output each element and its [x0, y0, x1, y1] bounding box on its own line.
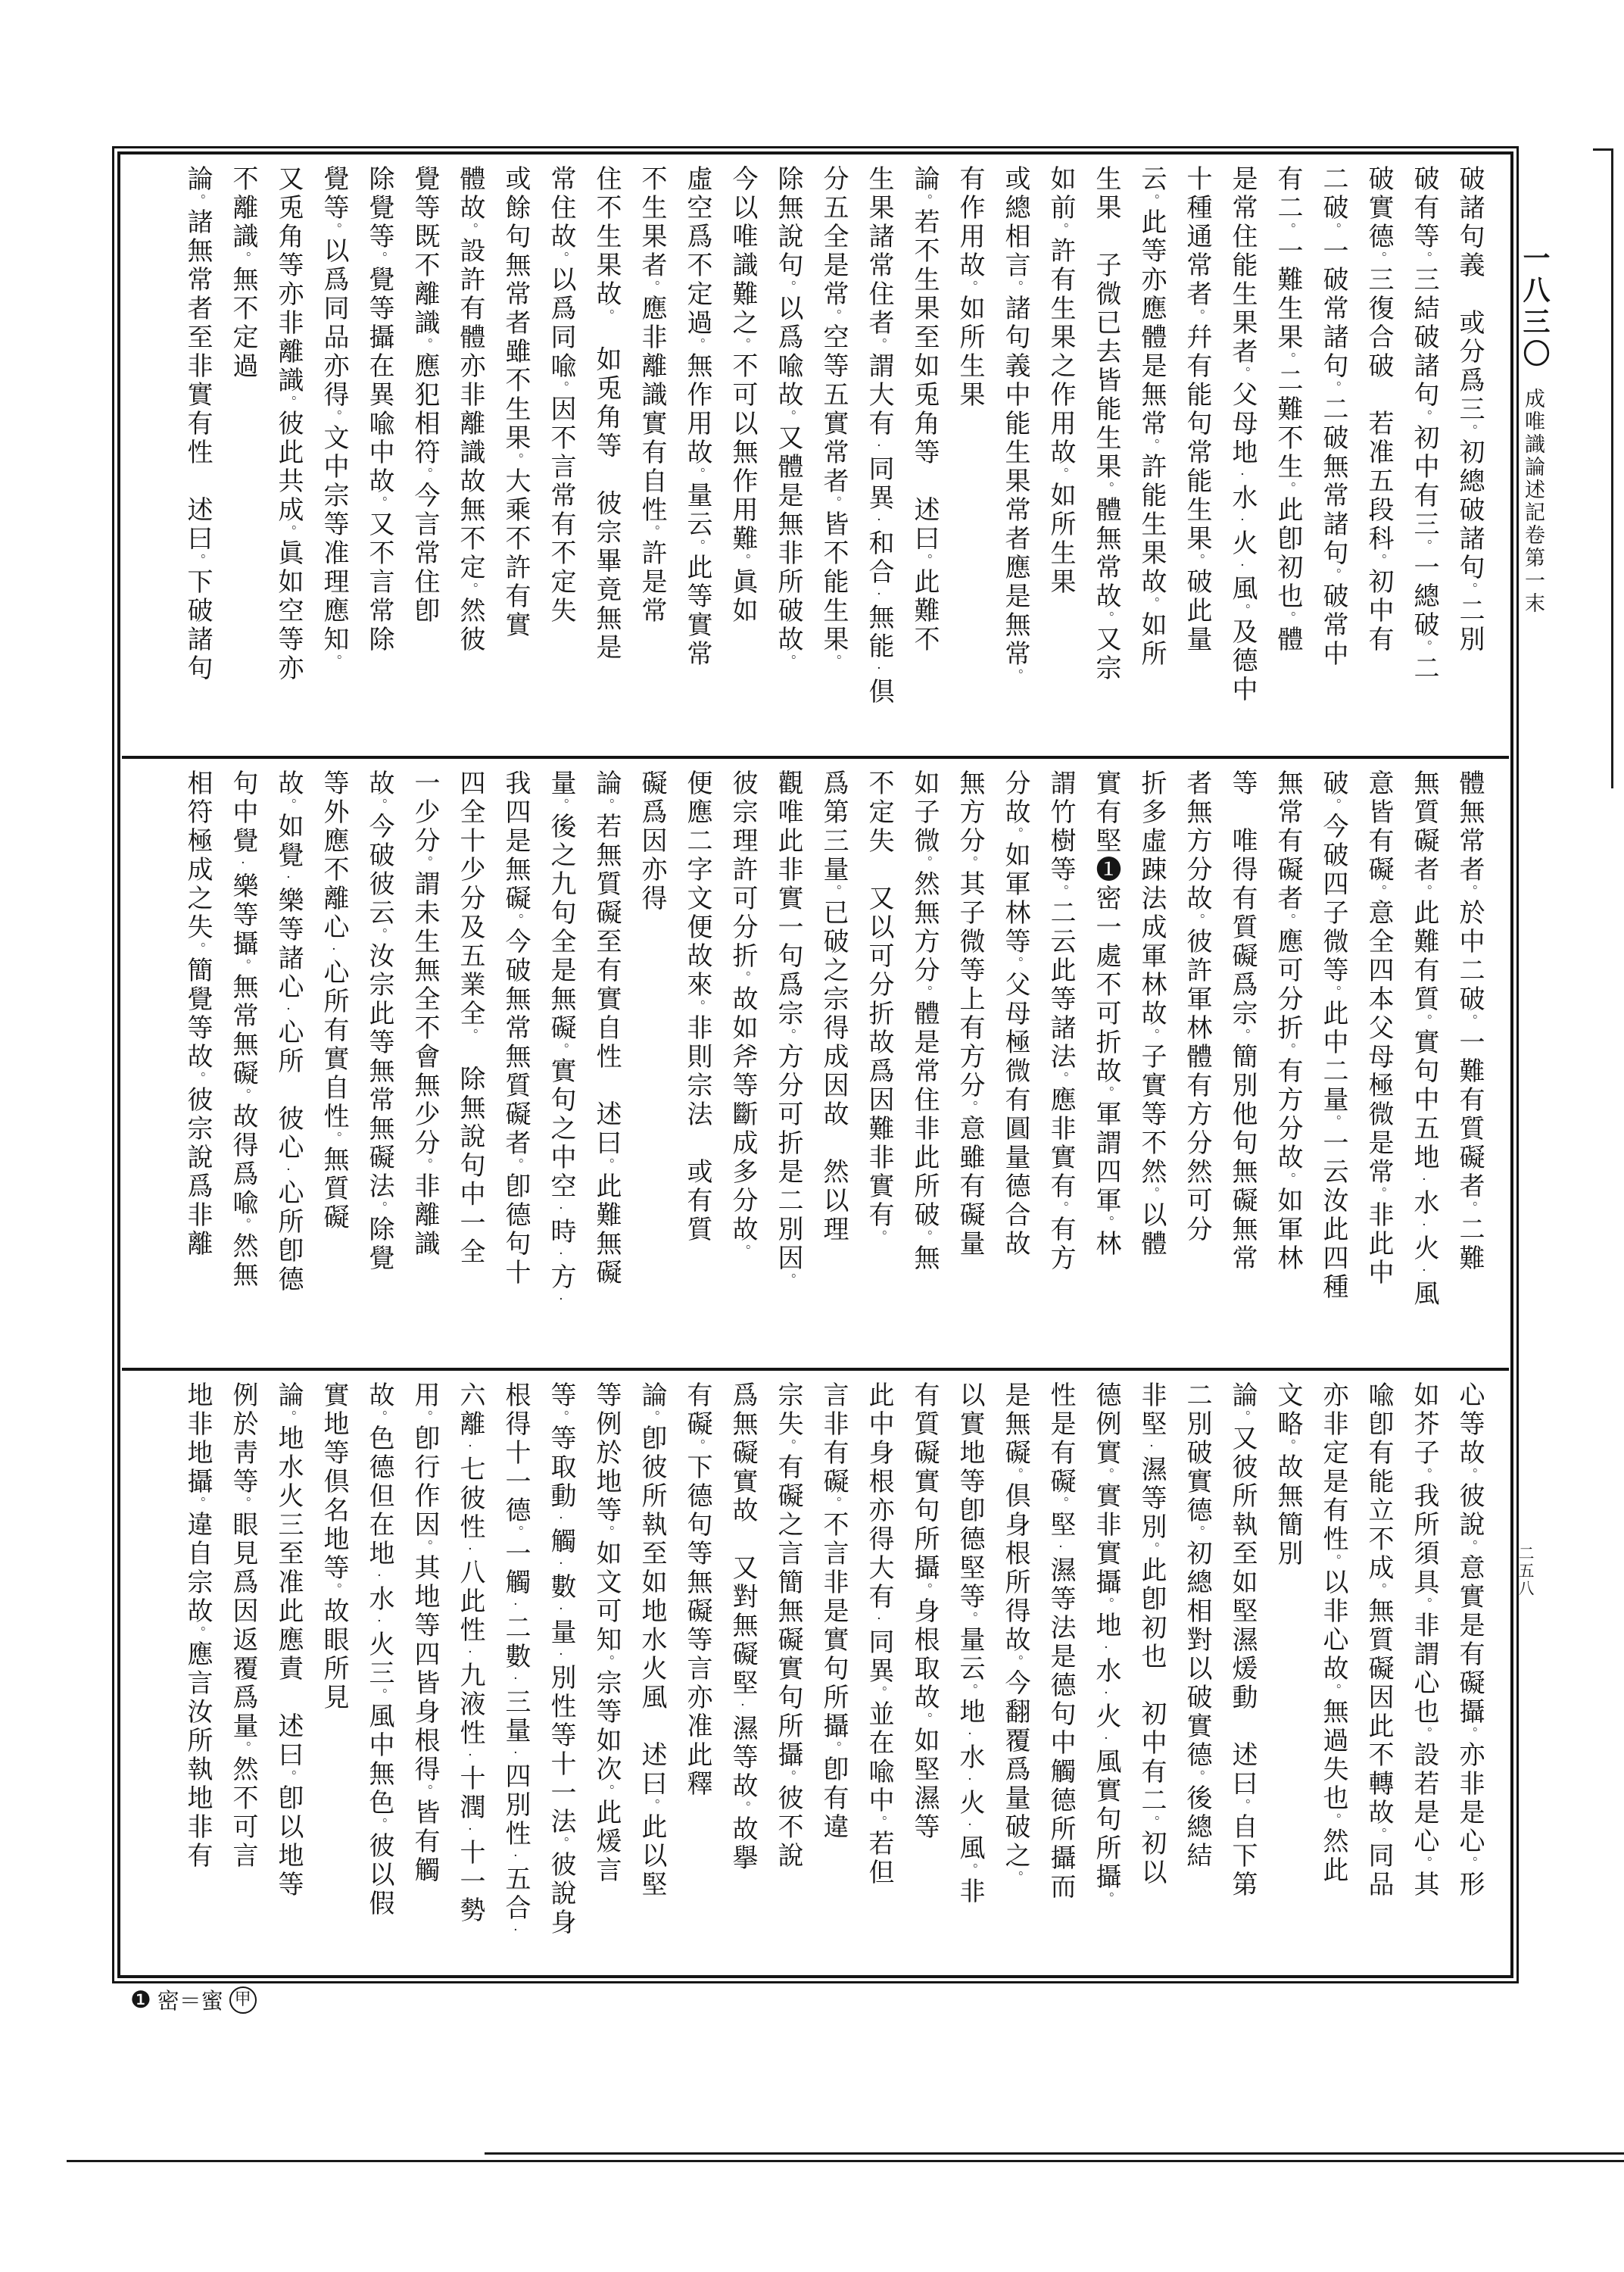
text-column: 破有等。三結破諸句。初中有三。一總破。二: [1409, 165, 1439, 683]
margin-running-title: 成唯識論述記卷第一末: [1521, 388, 1545, 615]
text-column: 分五全是常。空等五實常者。皆不能生果。: [818, 165, 849, 669]
text-column: 爲無礙實故 又對無礙堅·濕等故。故擧: [728, 1381, 758, 1873]
text-column: 礙爲因亦得: [637, 769, 667, 913]
text-column: 此中身根亦得大有·同異。並在喩中。若但: [864, 1381, 894, 1887]
text-column: 等外應不離心·心所有實自性。無質礙: [319, 769, 349, 1232]
text-column: 文略。故無簡別: [1273, 1381, 1303, 1568]
text-column: 不定失 又以可分折故爲因難非實有。: [864, 769, 894, 1244]
text-column: 爲第三量。已破之宗得成因故 然以理: [818, 769, 849, 1244]
footnote-edition-sigla: 甲: [229, 1986, 257, 2014]
text-column: 體無常者。於中二破。一難有質礙者。二難: [1454, 769, 1485, 1273]
text-column: 有作用故。如所生果: [955, 165, 985, 410]
text-column: 如芥子。我所須具。非謂心也。設若是心。其: [1409, 1381, 1439, 1899]
text-column: 實有堅❶密一處不可折故。軍謂四軍。林: [1091, 769, 1121, 1259]
text-column: 無方分。其子微等上有方分。意雖有礙量: [955, 769, 985, 1259]
text-column: 住不生果故。 如兎角等 彼宗畢竟無是: [591, 165, 622, 663]
text-band-middle: [120, 759, 1510, 1368]
text-column: 論。又彼所執至如堅濕煖動 述曰。自下第: [1227, 1381, 1258, 1899]
text-column: 喩卽有能立不成。無質礙因此不轉故。同品: [1364, 1381, 1394, 1899]
margin-text-number: 一八三〇: [1519, 244, 1551, 371]
text-column: 折多虛踈法成軍林故。子實等不然。以體: [1136, 769, 1167, 1259]
text-column: 我四是無礙。今破無常無質礙者。卽德句十: [500, 769, 531, 1287]
text-column: 論。若無質礙至有實自性 述曰。此難無礙: [591, 769, 622, 1287]
text-column: 生果 子微已去皆能生果。體無常故。又宗: [1091, 165, 1121, 683]
text-column: 者無方分故。彼許軍林體有方分然可分: [1182, 769, 1212, 1244]
text-column: 亦非定是有性。以非心故。無過失也。然此: [1318, 1381, 1348, 1885]
text-column: 分故。如軍林等。父母極微有圓量德合故: [1000, 769, 1030, 1259]
text-column: 除無說句。以爲喩故。又體是無非所破故。: [773, 165, 803, 669]
text-column: 虛空爲不定過。無作用故。量云。此等實常: [682, 165, 712, 669]
text-column: 不生果者。應非離識實有自性。許是常: [637, 165, 667, 626]
text-column: 心等故。彼說。意實是有礙攝。亦非是心。形: [1454, 1381, 1485, 1899]
text-column: 論。卽彼所執至如地水火風 述曰。此以堅: [637, 1381, 667, 1899]
text-column: 有質礙實句所攝。身根取故。如堅濕等: [909, 1381, 940, 1842]
text-column: 量。後之九句全是無礙。實句之中空·時·方·: [546, 769, 576, 1309]
text-column: 有二。一難生果。二難不生。此卽初也。體: [1273, 165, 1303, 654]
margin-page-number: 二五八: [1516, 1545, 1535, 1597]
page-edge-line-bottom-upper: [485, 2152, 1624, 2155]
text-column: 以實地等卽德堅等。量云。地·水·火·風。非: [955, 1381, 985, 1906]
text-column: 又兎角等亦非離識。彼此共成。眞如空等亦: [273, 165, 304, 683]
text-column: 根得十一德。一觸·二數·三量·四別性·五合·: [500, 1381, 531, 1940]
text-column: 論。地水火三至准此應責 述曰。卽以地等: [273, 1381, 304, 1899]
text-column: 地非地攝。違自宗故。應言汝所執地非有: [182, 1381, 213, 1871]
text-column: 言非有礙。不言非是實句所攝。卽有違: [818, 1381, 849, 1842]
text-column: 六離·七彼性·八此性·九液性·十潤·十一勢: [455, 1381, 485, 1925]
text-column: 或餘句無常者雖不生果。大乘不許有實: [500, 165, 531, 640]
text-frame: [112, 146, 1519, 1983]
text-column: 如前。許有生果之作用故。如所生果: [1046, 165, 1076, 597]
page-edge-line-right: [1611, 148, 1613, 788]
footnote-text: 密＝蜜: [157, 1988, 223, 2014]
text-column: 常住故。以爲同喩。因不言常有不定失: [546, 165, 576, 626]
text-column: 德例實。實非實攝。地·水·火·風實句所攝。: [1091, 1381, 1121, 1906]
text-column: 破。今破四子微等。此中二量。一云汝此四種: [1318, 769, 1348, 1302]
text-column: 句中覺·樂等攝。無常無礙。故得爲喩。然無: [228, 769, 258, 1290]
text-column: 故。如覺·樂等諸心·心所 彼心·心所卽德: [273, 769, 304, 1294]
text-column: 云。此等亦應體是無常。許能生果故。如所: [1136, 165, 1167, 669]
text-column: 相符極成之失。簡覺等故。彼宗說爲非離: [182, 769, 213, 1259]
text-column: 論。若不生果至如兎角等 述曰。此難不: [909, 165, 940, 654]
text-column: 論。諸無常者至非實有性 述曰。下破諸句: [182, 165, 213, 683]
text-column: 如子微。然無方分。體是常住非此所破。無: [909, 769, 940, 1273]
text-column: 宗失。有礙之言簡無礙實句所攝。彼不說: [773, 1381, 803, 1871]
text-column: 十種通常者。幷有能句常能生果。破此量: [1182, 165, 1212, 654]
text-column: 實地等倶名地等。故眼所見: [319, 1381, 349, 1712]
text-column: 無質礙者。此難有質。實句中五地·水·火·風: [1409, 769, 1439, 1309]
text-column: 謂竹樹等。二云此等諸法。應非實有。有方: [1046, 769, 1076, 1273]
text-column: 便應二字文便故來。非則宗法 或有質: [682, 769, 712, 1244]
text-column: 等例於地等。如文可知。宗等如次。此煖言: [591, 1381, 622, 1885]
text-column: 故。色德但在地·水·火三。風中無色。彼以假: [364, 1381, 394, 1918]
text-column: 用。卽行作因。其地等四皆身根得。皆有觸: [410, 1381, 440, 1885]
text-column: 或總相言。諸句義中能生果常者應是無常。: [1000, 165, 1030, 683]
text-column: 二破。一破常諸句。二破無常諸句。破常中: [1318, 165, 1348, 669]
text-column: 破實德。三復合破 若准五段科。初中有: [1364, 165, 1394, 654]
text-column: 覺等。以爲同品亦得。文中宗等准理應知。: [319, 165, 349, 669]
text-column: 性是有礙。堅·濕等法是德句中觸德所攝而: [1046, 1381, 1076, 1902]
text-column: 今以唯識難之。不可以無作用難。眞如: [728, 165, 758, 626]
text-column: 二別破實德。初總相對以破實德。後總結: [1182, 1381, 1212, 1871]
text-column: 是常住能生果者。父母地·水·火·風。及德中: [1227, 165, 1258, 704]
text-column: 覺等既不離識。應犯相符。今言常住卽: [410, 165, 440, 626]
page-edge-line-bottom-lower: [67, 2160, 1624, 2162]
text-column: 破諸句義 或分爲三。初總破諸句。二別: [1454, 165, 1485, 654]
text-column: 例於靑等。眼見爲因返覆爲量。然不可言: [228, 1381, 258, 1871]
text-column: 觀唯此非實一句爲宗。方分可折是二別因。: [773, 769, 803, 1287]
text-column: 非堅·濕等別。此卽初也 初中有二。初以: [1136, 1381, 1167, 1887]
text-column: 等。等取動·觸·數·量·別性等十一法。彼說身: [546, 1381, 576, 1937]
text-column: 無常有礙者。應可分折。有方分故。如軍林: [1273, 769, 1303, 1273]
text-column: 不離識。無不定過: [228, 165, 258, 381]
text-column: 故。今破彼云。汝宗此等無常無礙法。除覺: [364, 769, 394, 1273]
text-column: 等 唯得有質礙爲宗。簡別他句無礙無常: [1227, 769, 1258, 1273]
text-band-bottom: [120, 1371, 1510, 1975]
text-column: 有礙。下德句等無礙等言亦准此釋: [682, 1381, 712, 1799]
text-column: 四全十少分及五業全。 除無說句中一全: [455, 769, 485, 1267]
text-column: 彼宗理許可分折。故如斧等斷成多分故。: [728, 769, 758, 1259]
text-column: 生果諸常住者。謂大有·同異·和合·無能·倶: [864, 165, 894, 707]
apparatus-footnote: [130, 1984, 257, 2015]
text-column: 除覺等。覺等攝在異喩中故。又不言常除: [364, 165, 394, 654]
text-column: 體故。設許有體亦非離識故無不定。然彼: [455, 165, 485, 654]
footnote-marker: ❶: [130, 1986, 151, 2014]
page-edge-hook: [1593, 148, 1613, 151]
text-frame-inner: [117, 151, 1513, 1978]
text-band-top: [120, 154, 1510, 756]
text-column: 是無礙。倶身根所得故。今翻覆爲量破之。: [1000, 1381, 1030, 1885]
text-column: 意皆有礙。意全四本父母極微是常。非此中: [1364, 769, 1394, 1287]
text-column: 一少分。謂未生無全不會無少分。非離識: [410, 769, 440, 1259]
